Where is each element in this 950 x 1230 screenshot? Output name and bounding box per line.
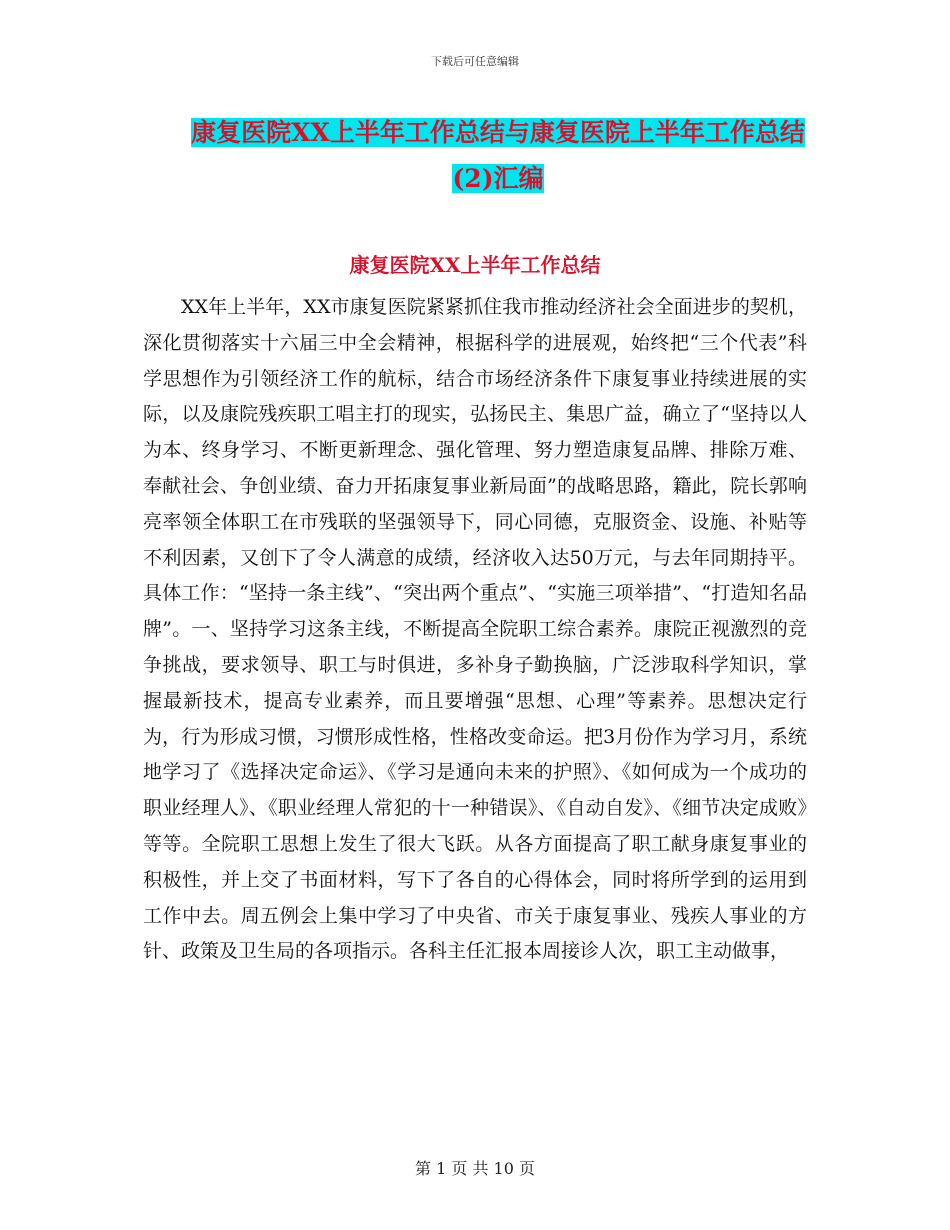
- document-title: [188, 110, 808, 202]
- header-note: 下载后可任意编辑: [431, 55, 519, 68]
- page-footer: 第 1 页 共 10 页: [415, 1159, 535, 1178]
- document-title-text: 康复医院XX上半年工作总结与康复医院上半年工作总结(2)汇编: [191, 118, 805, 193]
- section-title: 康复医院XX上半年工作总结: [349, 253, 601, 277]
- body-paragraph: XX年上半年，XX市康复医院紧紧抓住我市推动经济社会全面进步的契机，深化贯彻落实十六届三中全会精神，根据科学的进展观，始终把“三个代表”科学思想作为引领经济工作的航标，结合市场经济条件下康复事业持续进展的实际，以及康院残疾职工唱主打的现实，弘扬民主、集思广益，确立了“坚持以人为本、终身学习、不断更新理念、强化管理、努力塑造康复品牌、排除万难、奉献社会、争创业绩、奋力开拓康复事业新局面”的战略思路，籍此，院长郭响亮率领全体职工在市残联的坚强领导下，同心同德，克服资金、设施、补贴等不利因素，又创下了令人满意的成绩，经济收入达50万元，与去年同期持平。具体工作：“坚持一条主线”、“突出两个重点”、“实施三项举措”、“打造知名品牌”。一、坚持学习这条主线，不断提高全院职工综合素养。康院正视激烈的竞争挑战，要求领导、职工与时俱进，多补身子勤换脑，广泛涉取科学知识，掌握最新技术，提高专业素养，而且要增强“思想、心理”等素养。思想决定行为，行为形成习惯，习惯形成性格，性格改变命运。把3月份作为学习月，系统地学习了《选择决定命运》、《学习是通向未来的护照》、《如何成为一个成功的职业经理人》、《职业经理人常犯的十一种错误》、《自动自发》、《细节决定成败》等等。全院职工思想上发生了很大飞跃。从各方面提高了职工献身康复事业的积极性，并上交了书面材料，写下了各自的心得体会，同时将所学到的运用到工作中去。周五例会上集中学习了中央省、市关于康复事业、残疾人事业的方针、政策及卫生局的各项指示。各科主任汇报本周接诊人次，职工主动做事，: [143, 296, 807, 963]
